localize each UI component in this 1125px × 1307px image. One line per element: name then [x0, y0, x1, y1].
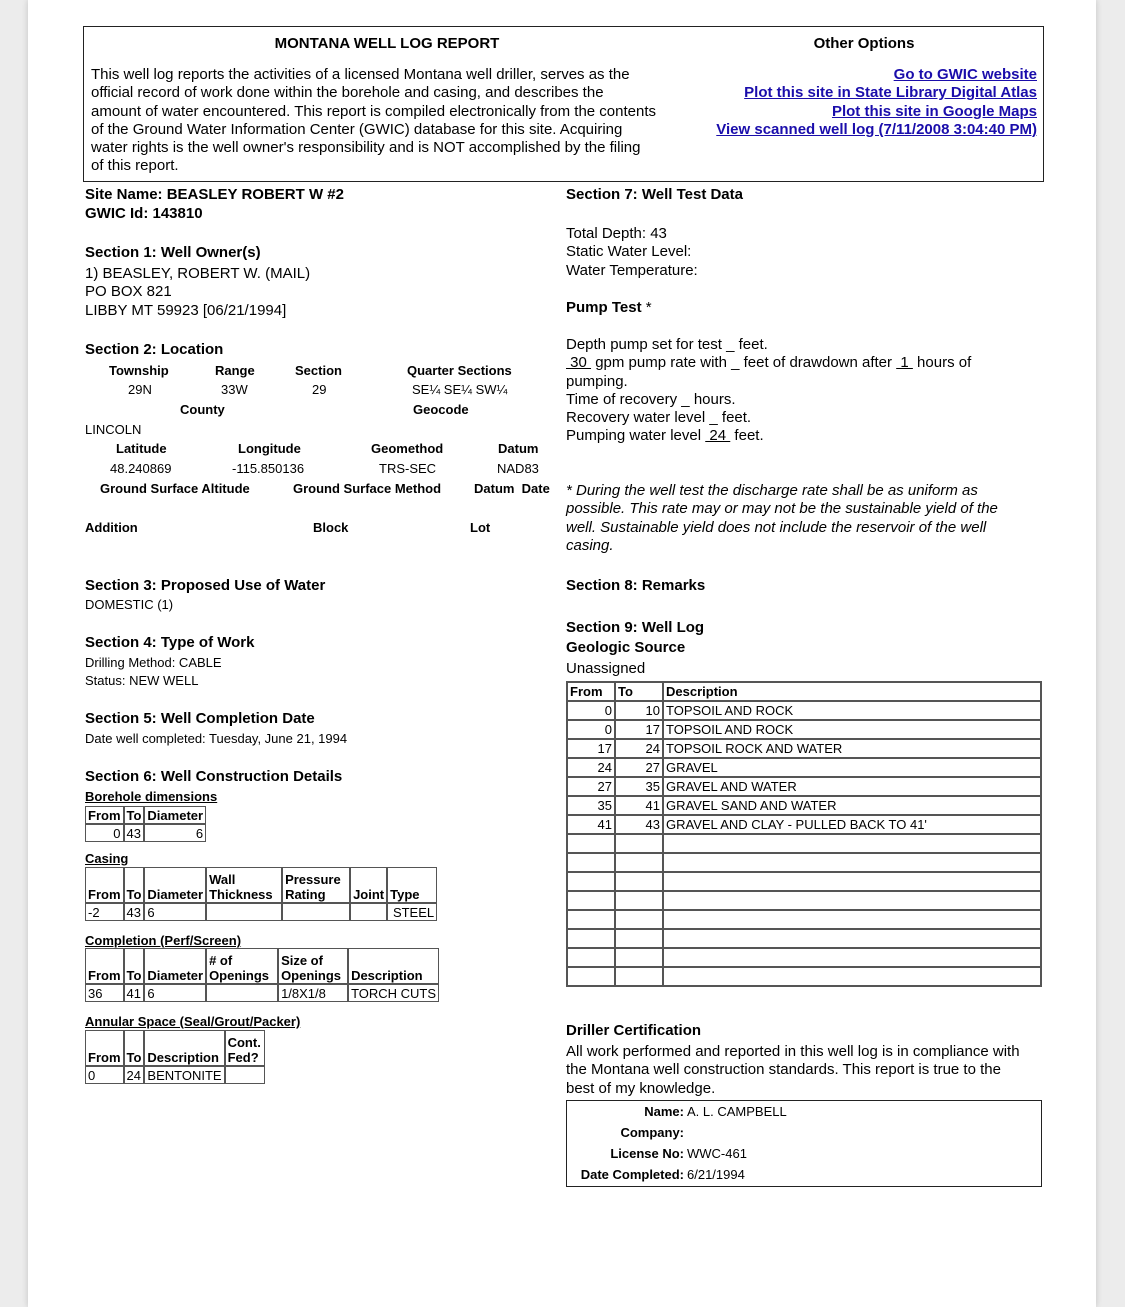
cell: 0: [85, 1066, 124, 1084]
pump-test-asterisk: *: [641, 299, 652, 316]
report-title: MONTANA WELL LOG REPORT: [274, 35, 500, 52]
table-row: [85, 984, 439, 1002]
intro-line: official record of work done within the borehole and casing, and describes the: [91, 84, 604, 102]
cell: [567, 853, 615, 872]
cell: GRAVEL SAND AND WATER: [663, 796, 1041, 815]
cell: 41: [124, 984, 145, 1002]
well-test-block: [566, 225, 698, 280]
cell: [567, 910, 615, 929]
intro-line: This well log reports the activities of a licensed Montana well driller, serves as the: [91, 66, 630, 83]
table-row-empty: [567, 872, 1041, 891]
county-value: LINCOLN: [85, 422, 142, 437]
cell: [663, 910, 1041, 929]
col-from: From: [85, 867, 124, 903]
cert-company-row: [567, 1125, 1041, 1143]
col-diameter: Diameter: [144, 948, 206, 984]
col-to: To: [124, 867, 145, 903]
cell: [615, 929, 663, 948]
cell: [206, 903, 282, 921]
pumping-level-line: [566, 427, 1036, 445]
pump-test-heading: [566, 299, 652, 316]
cell: [567, 929, 615, 948]
cell: TORCH CUTS: [348, 984, 439, 1002]
latitude-value: 48.240869: [110, 461, 172, 476]
table-row: [567, 777, 1041, 796]
cell: [663, 872, 1041, 891]
owner-line: PO BOX 821: [85, 283, 172, 301]
col-type: Type: [387, 867, 437, 903]
pump-rate-line: [566, 354, 1036, 372]
table-row-empty: [567, 967, 1041, 986]
col-diameter: Diameter: [144, 867, 206, 903]
col-number-of-openings: # of Openings: [206, 948, 278, 984]
cell: TOPSOIL AND ROCK: [663, 720, 1041, 739]
drilling-method: Drilling Method: CABLE: [85, 655, 222, 670]
cell: [567, 891, 615, 910]
table-header-row: [85, 806, 206, 824]
table-header-row: [85, 867, 437, 903]
annular-table: [85, 1030, 265, 1084]
cell: GRAVEL AND CLAY - PULLED BACK TO 41': [663, 815, 1041, 834]
pumping-level-prefix: Pumping water level: [566, 427, 706, 445]
cell: [663, 948, 1041, 967]
pump-hours-text: hours of: [912, 354, 972, 372]
other-options-links: [716, 66, 1037, 139]
table-row-empty: [567, 853, 1041, 872]
cert-company-label: Company:: [620, 1125, 684, 1140]
cell: [615, 834, 663, 853]
cert-license-row: [567, 1146, 1041, 1164]
col-to: To: [124, 948, 145, 984]
range-label: Range: [215, 363, 255, 378]
cell: [615, 872, 663, 891]
pump-hours-value: 1: [896, 354, 913, 372]
col-wall-thickness: Wall Thickness: [206, 867, 282, 903]
intro-line: water rights is the well owner's responsibility and is NOT accomplished by the filing: [91, 139, 641, 157]
pump-test-title: Pump Test: [566, 299, 642, 316]
township-value: 29N: [128, 382, 152, 397]
section8-title: Section 8: Remarks: [566, 577, 706, 594]
note-line: well. Sustainable yield does not include the reservoir of the well: [566, 518, 987, 536]
section-value: 29: [312, 382, 327, 397]
cell: GRAVEL AND WATER: [663, 777, 1041, 796]
table-row: [85, 903, 437, 921]
cell: 41: [615, 796, 663, 815]
col-to: To: [124, 1030, 145, 1066]
table-row: [567, 796, 1041, 815]
geomethod-label: Geomethod: [371, 441, 444, 456]
cell: 43: [615, 815, 663, 834]
cell: [567, 834, 615, 853]
google-maps-link[interactable]: Plot this site in Google Maps: [831, 102, 1037, 120]
col-joint: Joint: [350, 867, 387, 903]
cell: [282, 903, 350, 921]
cell: 35: [567, 796, 615, 815]
owner-line: LIBBY MT 59923 [06/21/1994]: [85, 301, 287, 319]
cell: GRAVEL: [663, 758, 1041, 777]
cell: [567, 872, 615, 891]
site-name: Site Name: BEASLEY ROBERT W #2: [85, 186, 344, 203]
table-row-empty: [567, 834, 1041, 853]
report-header: [83, 26, 1044, 182]
col-to: To: [124, 806, 145, 824]
cert-date-row: [567, 1167, 1041, 1185]
pumping-word: pumping.: [566, 372, 628, 390]
table-header-row: [85, 948, 439, 984]
table-row-empty: [567, 929, 1041, 948]
cell: 43: [124, 824, 145, 842]
cert-license-value: WWC-461: [687, 1146, 747, 1161]
county-label: County: [180, 402, 225, 417]
note-line: * During the well test the discharge rate shall be as uniform as: [566, 482, 978, 499]
owner-line: 1) BEASLEY, ROBERT W. (MAIL): [85, 265, 311, 282]
cert-name-row: [567, 1104, 1041, 1122]
section6-title: Section 6: Well Construction Details: [85, 768, 343, 785]
total-depth: Total Depth: 43: [566, 225, 667, 242]
cell: [225, 1066, 265, 1084]
township-label: Township: [109, 363, 169, 378]
well-test-note: [566, 482, 998, 555]
cell: 24: [567, 758, 615, 777]
report-intro: [91, 66, 689, 176]
casing-table: [85, 867, 437, 921]
table-row: [567, 720, 1041, 739]
cell: [567, 967, 615, 986]
recovery-level: Recovery water level _ feet.: [566, 409, 752, 427]
cell: 27: [615, 758, 663, 777]
ground-surface-altitude-label: Ground Surface Altitude: [100, 481, 250, 496]
cert-license-label: License No:: [610, 1146, 684, 1161]
cell: TOPSOIL AND ROCK: [663, 701, 1041, 720]
other-options-title: Other Options: [813, 35, 915, 52]
col-to: To: [615, 682, 663, 701]
report-page: [28, 0, 1096, 1307]
borehole-table: [85, 806, 206, 842]
completion-table: [85, 948, 439, 1002]
gwic-website-link[interactable]: Go to GWIC website: [893, 66, 1037, 83]
note-line: possible. This rate may or may not be the sustainable yield of the: [566, 500, 998, 518]
digital-atlas-link[interactable]: Plot this site in State Library Digital Atlas: [744, 84, 1037, 102]
water-temperature: Water Temperature:: [566, 261, 698, 279]
table-row: [567, 815, 1041, 834]
table-header-row: [567, 682, 1041, 701]
cell: [663, 967, 1041, 986]
table-row: [567, 758, 1041, 777]
cell: 6: [144, 903, 206, 921]
cell: 17: [567, 739, 615, 758]
datum-label: Datum: [498, 441, 539, 456]
cert-line: All work performed and reported in this well log is in compliance with: [566, 1043, 1020, 1060]
section2-title: Section 2: Location: [85, 341, 224, 358]
col-pressure-rating: Pressure Rating: [282, 867, 350, 903]
cell: 0: [85, 824, 124, 842]
section9-title: Section 9: Well Log: [566, 619, 705, 636]
longitude-value: -115.850136: [232, 461, 305, 476]
latitude-label: Latitude: [116, 441, 167, 456]
cell: [663, 834, 1041, 853]
cell: [615, 910, 663, 929]
cell: 17: [615, 720, 663, 739]
table-row: [85, 824, 206, 842]
cert-date-label: Date Completed:: [580, 1167, 684, 1182]
col-from: From: [85, 806, 124, 824]
cell: [206, 984, 278, 1002]
table-row-empty: [567, 948, 1041, 967]
quarter-sections-label: Quarter Sections: [407, 363, 512, 378]
geomethod-value: TRS-SEC: [379, 461, 437, 476]
gwic-id: GWIC Id: 143810: [85, 205, 203, 222]
pumping-level-value: 24: [705, 427, 731, 445]
section1-title: Section 1: Well Owner(s): [85, 244, 261, 261]
ground-surface-method-label: Ground Surface Method: [293, 481, 442, 496]
scanned-log-link[interactable]: View scanned well log (7/11/2008 3:04:40 PM): [716, 120, 1037, 138]
table-row: [85, 1066, 265, 1084]
cell: [615, 967, 663, 986]
driller-cert-box: [566, 1100, 1042, 1187]
table-row-empty: [567, 910, 1041, 929]
cell: [567, 948, 615, 967]
pump-test-block: [566, 336, 1036, 446]
cell: [615, 891, 663, 910]
casing-title: Casing: [85, 851, 129, 866]
cell: TOPSOIL ROCK AND WATER: [663, 739, 1041, 758]
cell: 24: [124, 1066, 145, 1084]
col-diameter: Diameter: [144, 806, 206, 824]
cell: [663, 891, 1041, 910]
geologic-source-title: Geologic Source: [566, 639, 686, 656]
geologic-source-value: Unassigned: [566, 660, 646, 677]
intro-line: of this report.: [91, 157, 179, 175]
section4-title: Section 4: Type of Work: [85, 634, 255, 651]
recovery-time: Time of recovery _ hours.: [566, 390, 736, 408]
cell: 0: [567, 701, 615, 720]
geocode-label: Geocode: [413, 402, 469, 417]
cell: 27: [567, 777, 615, 796]
cell: 24: [615, 739, 663, 758]
cell: [615, 948, 663, 967]
well-log-table: [566, 681, 1042, 987]
cert-line: the Montana well construction standards. This report is true to the: [566, 1061, 1001, 1079]
col-from: From: [567, 682, 615, 701]
table-header-row: [85, 1030, 265, 1066]
static-water-level: Static Water Level:: [566, 243, 692, 261]
col-cont-fed: Cont. Fed?: [225, 1030, 265, 1066]
cert-name-label: Name:: [644, 1104, 684, 1119]
cell: 10: [615, 701, 663, 720]
note-line: casing.: [566, 536, 614, 554]
cell: [663, 929, 1041, 948]
quarter-sections-value: SE¼ SE¼ SW¼: [412, 382, 508, 397]
cell: 6: [144, 824, 206, 842]
cell: -2: [85, 903, 124, 921]
table-row: [567, 739, 1041, 758]
pumping-level-suffix: feet.: [730, 427, 764, 445]
section3-title: Section 3: Proposed Use of Water: [85, 577, 326, 594]
cell: [663, 853, 1041, 872]
pump-rate-text: gpm pump rate with _ feet of drawdown after: [591, 354, 897, 372]
completion-title: Completion (Perf/Screen): [85, 933, 242, 948]
intro-line: of the Ground Water Information Center (GWIC) database for this site. Acquiring: [91, 120, 623, 138]
lot-label: Lot: [470, 520, 491, 535]
well-status: Status: NEW WELL: [85, 673, 199, 688]
intro-line: amount of water encountered. This report is compiled electronically from the contents: [91, 102, 657, 120]
cell: [350, 903, 387, 921]
owner-block: [85, 265, 310, 320]
cell: 0: [567, 720, 615, 739]
table-row: [567, 701, 1041, 720]
cell: 35: [615, 777, 663, 796]
datum-date-label: Datum Date: [474, 481, 550, 496]
col-from: From: [85, 948, 124, 984]
proposed-use-value: DOMESTIC (1): [85, 597, 174, 612]
driller-cert-text: [566, 1043, 1020, 1098]
cert-line: best of my knowledge.: [566, 1079, 716, 1097]
col-description: Description: [144, 1030, 224, 1066]
section7-title: Section 7: Well Test Data: [566, 186, 743, 203]
col-size-of-openings: Size of Openings: [278, 948, 348, 984]
longitude-label: Longitude: [238, 441, 301, 456]
addition-label: Addition: [85, 520, 138, 535]
col-from: From: [85, 1030, 124, 1066]
col-description: Description: [348, 948, 439, 984]
cell: 36: [85, 984, 124, 1002]
depth-pump-set: Depth pump set for test _ feet.: [566, 336, 768, 353]
cell: [615, 853, 663, 872]
borehole-title: Borehole dimensions: [85, 789, 218, 804]
cell: 6: [144, 984, 206, 1002]
section5-title: Section 5: Well Completion Date: [85, 710, 315, 727]
range-value: 33W: [221, 382, 248, 397]
cell: 41: [567, 815, 615, 834]
col-description: Description: [663, 682, 1041, 701]
section-label: Section: [295, 363, 342, 378]
cell: 1/8X1/8: [278, 984, 348, 1002]
driller-cert-title: Driller Certification: [566, 1022, 702, 1039]
completion-date: Date well completed: Tuesday, June 21, 1994: [85, 731, 348, 746]
pump-rate-value: 30: [566, 354, 592, 372]
annular-title: Annular Space (Seal/Grout/Packer): [85, 1014, 301, 1029]
cell: BENTONITE: [144, 1066, 224, 1084]
block-label: Block: [313, 520, 349, 535]
cell: 43: [124, 903, 145, 921]
cert-name-value: A. L. CAMPBELL: [687, 1104, 787, 1119]
cert-date-value: 6/21/1994: [687, 1167, 745, 1182]
datum-value: NAD83: [497, 461, 539, 476]
table-row-empty: [567, 891, 1041, 910]
cell: STEEL: [387, 903, 437, 921]
